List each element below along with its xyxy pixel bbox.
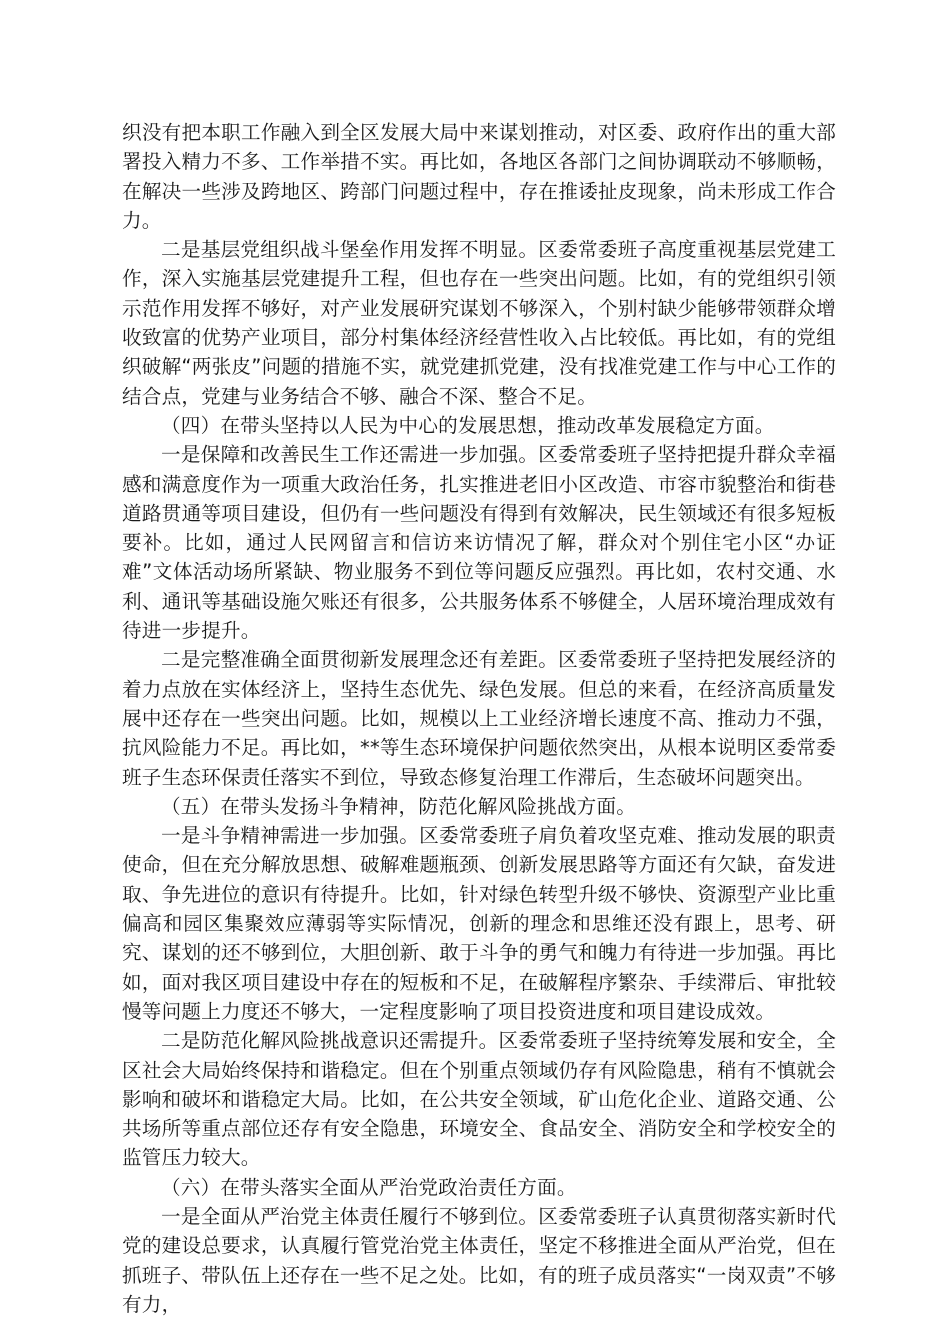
document-body: [122, 118, 836, 1319]
section-heading-six: （六）在带头落实全面从严治党政治责任方面。: [161, 1175, 577, 1199]
section-heading-five: （五）在带头发扬斗争精神，防范化解风险挑战方面。: [161, 794, 637, 818]
paragraph-new-development-concept: 二是完整准确全面贯彻新发展理念还有差距。区委常委班子坚持把发展经济的着力点放在实体经济上，坚持生态优先、绿色发展。但总的来看，在经济高质量发展中还存在一些突出问题。比如，规模以上工业经济增长速度不高、推动力不强，抗风险能力不足。再比如，**等生态环境保护问题依然突出，从根本说明区委常委班子生态环保责任落实不到位，导致态修复治理工作滞后，生态破坏问题突出。: [122, 648, 836, 789]
paragraph-party-discipline: 一是全面从严治党主体责任履行不够到位。区委常委班子认真贯彻落实新时代党的建设总要求，认真履行管党治党主体责任，坚定不移推进全面从严治党，但在抓班子、带队伍上还存在一些不足之处。比如，有的班子成员落实“一岗双责”不够有力，: [122, 1204, 836, 1316]
paragraph-grassroots-party-organization: 二是基层党组织战斗堡垒作用发挥不明显。区委常委班子高度重视基层党建工作，深入实施基层党建提升工程，但也存在一些突出问题。比如，有的党组织引领示范作用发挥不够好，对产业发展研究谋划不够深入，个别村缺少能够带领群众增收致富的优势产业项目，部分村集体经济经营性收入占比较低。再比如，有的党组织破解“两张皮”问题的措施不实，就党建抓党建，没有找准党建工作与中心工作的结合点，党建与业务结合不够、融合不深、整合不足。: [122, 238, 836, 408]
paragraph-fighting-spirit: 一是斗争精神需进一步加强。区委常委班子肩负着攻坚克难、推动发展的职责使命，但在充分解放思想、破解难题瓶颈、创新发展思路等方面还有欠缺，奋发进取、争先进位的意识有待提升。比如，针对绿色转型升级不够快、资源型产业比重偏高和园区集聚效应薄弱等实际情况，创新的理念和思维还没有跟上，思考、研究、谋划的还不够到位，大胆创新、敢于斗争的勇气和魄力有待进一步加强。再比如，面对我区项目建设中存在的短板和不足，在破解程序繁杂、手续滞后、审批较慢等问题上力度还不够大，一定程度影响了项目投资进度和项目建设成效。: [122, 824, 836, 1023]
paragraph-risk-prevention: 二是防范化解风险挑战意识还需提升。区委常委班子坚持统筹发展和安全，全区社会大局始终保持和谐稳定。但在个别重点领域仍存有风险隐患，稍有不慎就会影响和破坏和谐稳定大局。比如，在公共安全领域，矿山危化企业、道路交通、公共场所等重点部位还存有安全隐患，环境安全、食品安全、消防安全和学校安全的监管压力较大。: [122, 1029, 836, 1170]
paragraph-livelihood: 一是保障和改善民生工作还需进一步加强。区委常委班子坚持把提升群众幸福感和满意度作为一项重大政治任务，扎实推进老旧小区改造、市容市貌整治和街巷道路贯通等项目建设，但仍有一些问题没有得到有效解决，民生领域还有很多短板要补。比如，通过人民网留言和信访来访情况了解，群众对个别住宅小区“办证难”文体活动场所紧缺、物业服务不到位等问题反应强烈。再比如，农村交通、水利、通讯等基础设施欠账还有很多，公共服务体系不够健全，人居环境治理成效有待进一步提升。: [122, 443, 836, 643]
section-heading-four: （四）在带头坚持以人民为中心的发展思想，推动改革发展稳定方面。: [161, 413, 775, 437]
paragraph-continuation: 织没有把本职工作融入到全区发展大局中来谋划推动，对区委、政府作出的重大部署投入精力不多、工作举措不实。再比如，各地区各部门之间协调联动不够顺畅，在解决一些涉及跨地区、跨部门问题过程中，存在推诿扯皮现象，尚未形成工作合力。: [122, 121, 836, 232]
